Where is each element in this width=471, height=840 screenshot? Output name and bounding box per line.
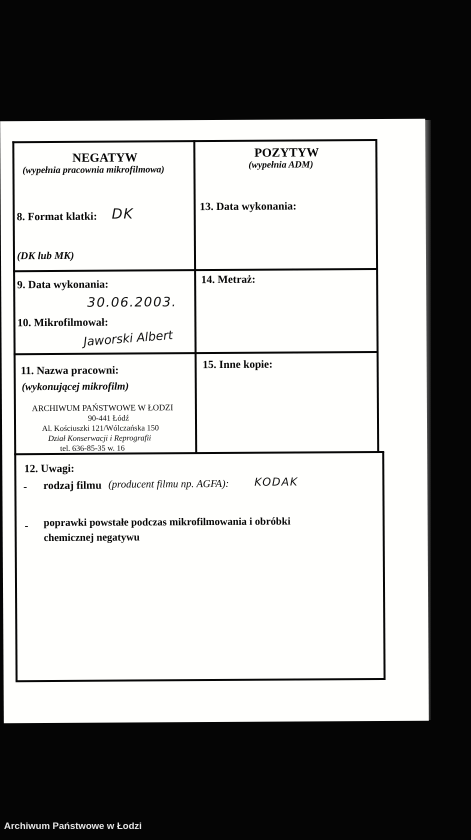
bullet-2-symbol: - xyxy=(24,520,29,533)
stamp-line-1: ARCHIWUM PAŃSTWOWE W ŁODZI xyxy=(31,402,174,414)
field-9-value: 30.06.2003. xyxy=(87,295,177,311)
field-13-label: 13. Data wykonania: xyxy=(199,200,297,214)
field-15-label: 15. Inne kopie: xyxy=(202,358,273,372)
field-8-value: DK xyxy=(111,206,134,223)
bullet-1-value: KODAK xyxy=(254,475,299,489)
table-border-right-lower xyxy=(382,452,385,678)
pozytyw-subtitle: (wypełnia ADM) xyxy=(248,160,314,171)
stamp-line-4: Dział Konserwacji i Reprografii xyxy=(48,433,152,444)
field-10-label: 10. Mikrofilmował: xyxy=(17,316,109,330)
stamp-line-2: 90-441 Łódź xyxy=(87,413,130,423)
microfilm-form-sheet xyxy=(0,119,429,724)
field-9-label: 9. Data wykonania: xyxy=(17,278,109,292)
field-12-label: 12. Uwagi: xyxy=(24,462,75,476)
stamp-line-3: Al. Kościuszki 121/Wólczańska 150 xyxy=(42,423,159,434)
stamp-line-5: tel. 636-85-35 w. 16 xyxy=(60,443,125,453)
field-10-signature: Jaworski Albert xyxy=(82,328,174,349)
column-divider xyxy=(193,140,196,453)
field-11-hint: (wykonującej mikrofilm) xyxy=(21,381,129,394)
field-8-hint: (DK lub MK) xyxy=(16,250,75,263)
bullet-1-hint: (producent filmu np. AGFA): xyxy=(108,478,229,491)
field-8-label: 8. Format klatki: xyxy=(16,210,98,224)
bullet-1-prefix: rodzaj filmu xyxy=(43,479,102,493)
negatyw-title: NEGATYW xyxy=(72,150,138,165)
pozytyw-title: POZYTYW xyxy=(254,145,319,160)
bullet-2-line-2: chemicznej negatywu xyxy=(43,532,140,545)
field-11-label: 11. Nazwa pracowni: xyxy=(20,364,119,378)
table-border-right-upper xyxy=(375,139,378,452)
table-border-bottom xyxy=(16,678,386,682)
bullet-2-line-1: poprawki powstałe podczas mikrofilmowania i obróbki xyxy=(43,516,291,530)
negatyw-subtitle: (wypełnia pracownia mikrofilmowa) xyxy=(22,165,165,177)
field-14-label: 14. Metraż: xyxy=(201,273,256,287)
bullet-1-symbol: - xyxy=(23,481,28,494)
archive-footer: Archiwum Państwowe w Łodzi xyxy=(4,821,142,832)
